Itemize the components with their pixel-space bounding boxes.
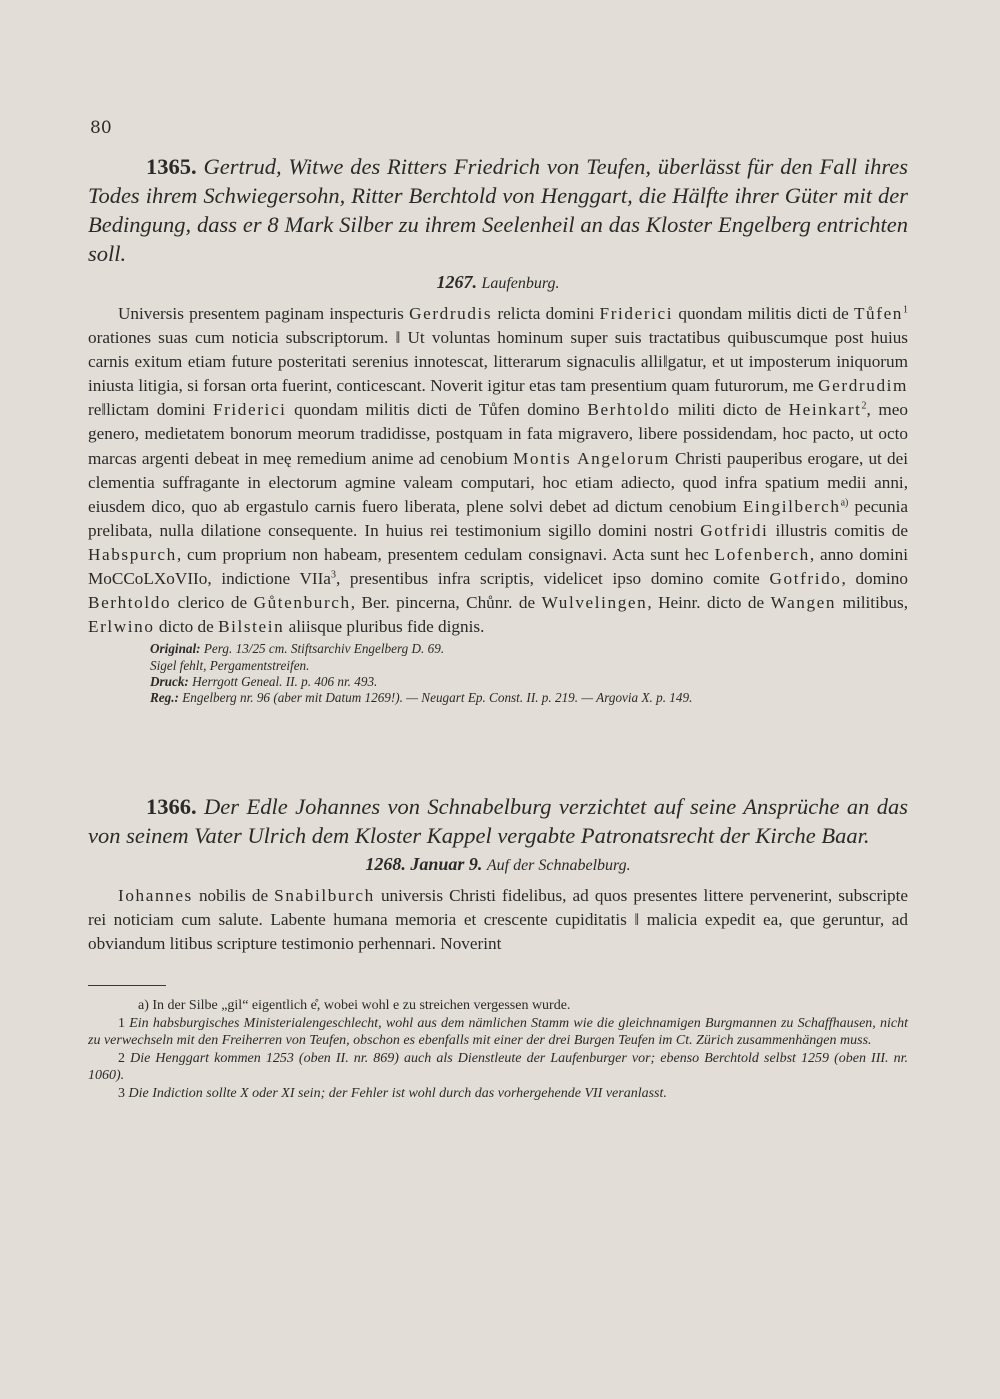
note-label: Original: [150,641,201,657]
footnote-text: Die Indiction sollte X oder XI sein; der Fehler ist wohl durch das vorhergehende VII veranlasst. [125,1086,667,1102]
footnote-text: Ein habsburgisches Ministerialengeschlecht, wohl aus dem nämlichen Stamm wie die gleichnamigen Burgmannen zu Schaffhausen, nicht zu verwechseln mit den Freiherren von Teufen, obschon es ebenfalls mit einer der drei Burgen Teufen im Ct. Zürich zusammenhängen muss. [88,1016,908,1048]
footnote-divider [88,985,166,986]
note-text: Perg. 13/25 cm. Stiftsarchiv Engelberg D. 69. [200,641,445,657]
place-name: Tůfen [853,304,903,323]
text-run: , Ber. pincerna, Chůnr. de [350,593,542,613]
person-name: Iohannes [118,886,193,905]
person-name: Friderici [599,304,674,323]
text-run: dicto de [154,617,219,637]
text-run: re‖lictam domini [88,400,213,420]
person-name: Gerdrudim [818,376,908,396]
footnote-text: Die Henggart kommen 1253 (oben II. nr. 869) auch als Dienstleute der Laufenburger vor; ebenso Berchtold selbst 1259 (oben III. nr. 1060). [88,1051,908,1083]
footnote-2 [88,1051,908,1084]
place-name: Gůtenburch [253,593,351,613]
text-run: , Heinr. dicto de [647,593,771,613]
doc-1366-heading [88,792,908,850]
person-name: Friderici [212,400,287,420]
place-name: Lofenberch [714,544,810,564]
doc-1366-title: Der Edle Johannes von Schnabelburg verzichtet auf seine Ansprüche an das von seinem Vater Ulrich dem Kloster Kappel vergabte Patronatsrecht der Kirche Baar. [88,794,909,848]
note-original [150,641,908,657]
footnotes [88,998,908,1102]
person-name: Gotfrido [769,569,842,589]
text-run: quondam militis dicti de [673,304,854,323]
doc-1365-number: 1365. [146,154,197,179]
text-run: universis Christi fidelibus, ad quos presentes littere pervenerint, subscripte rei noticiam cum salute. Labente humana memoria et crescente cupiditatis ‖ malicia expedit ea, que geruntur, ad obviandum litibus scripture testimonio perhennari. Noverint [88,886,908,954]
document-1365 [88,152,908,706]
text-run: , anno domini MoCCoLXoVIIo, indictione VIIa [88,544,908,589]
footnote-3 [88,1086,908,1102]
footnote-text: In der Silbe „gil“ eigentlich e̊, wobei wohl e zu streichen vergessen wurde. [148,998,571,1013]
text-run: quondam militis dicti de Tůfen domino [286,400,588,420]
doc-1365-dateline [88,272,908,296]
text-run: orationes suas cum noticia subscriptorum. ‖ Ut voluntas hominum super suis tractatibus quibuscumque post huius carnis exitum etiam future posteritati serenius innotescat, litterarum signaculis alli‖gatur, et ut imposterum iniquorum iniusta litigia, si forsan orta fuerint, conticescant. Noverit igitur etas tam presentium quam futurorum, me [88,328,908,396]
doc-1365-text [88,302,908,639]
doc-1366-text [88,884,908,956]
footnote-mark: a) [138,998,149,1013]
doc-1365-place: Laufenburg. [481,275,560,292]
text-run: , cum proprium non habeam, presentem cedulam consignavi. Acta sunt hec [176,544,715,564]
text-run: relicta domini [492,304,600,323]
footnote-ref: 2 [861,400,867,412]
place-name: Bilstein [218,617,285,637]
doc-1366-number: 1366. [146,794,197,819]
document-1366 [88,792,908,956]
footnote-mark: 2 [118,1051,125,1067]
text-run: Universis presentem paginam inspecturis [118,304,410,323]
text-run: nobilis de [192,886,275,905]
note-druck [150,674,908,690]
doc-1366-place: Auf der Schnabelburg. [486,857,631,874]
doc-1365-source-notes [150,641,908,706]
footnote-a [88,998,908,1014]
doc-1365-title: Gertrud, Witwe des Ritters Friedrich von Teufen, überlässt für den Fall ihres Todes ihrem Schwiegersohn, Ritter Berchtold von Henggart, die Hälfte ihrer Güter mit der Bedingung, dass er 8 Mark Silber zu ihrem Seelenheil an das Kloster Engelberg entrichten soll. [88,154,909,266]
note-text: Herrgott Geneal. II. p. 406 nr. 493. [188,673,378,689]
footnote-ref: 1 [903,304,908,316]
place-name: Wulvelingen [541,593,648,613]
place-name: Eingilberch [742,496,841,516]
note-reg [150,690,908,706]
place-name: Habspurch [88,544,177,564]
text-run: , domino [841,569,908,589]
text-run: illustris comitis de [768,520,908,540]
footnote-ref: a) [840,497,849,509]
footnote-mark: 1 [118,1016,125,1032]
text-run: , meo genero, medietatem bonorum meorum tradidisse, postquam in fata migravero, libere possidendam, hoc pacto, ut octo marcas argenti debeat in meę remedium anime ad cenobium [88,400,908,468]
page-number: 80 [90,118,112,138]
footnote-ref: 3 [330,569,336,581]
place-name: Wangen [770,593,837,613]
footnote-1 [88,1016,908,1049]
doc-1366-date: 1268. Januar 9. [365,854,483,874]
note-label: Reg.: [150,689,179,705]
text-run: militibus, [836,593,909,613]
text-run: aliisque pluribus fide dignis. [284,617,485,637]
person-name: Berhtoldo [587,400,671,420]
place-name: Heinkart [788,400,862,420]
person-name: Gerdrudis [409,304,493,323]
note-sigel: Sigel fehlt, Pergamentstreifen. [150,657,310,673]
doc-1365-heading [88,152,908,268]
note-text: Engelberg nr. 96 (aber mit Datum 1269!). — Neugart Ep. Const. II. p. 219. — Argovia X. p. 149. [178,689,693,705]
text-run: militi dicto de [670,400,789,420]
person-name: Gotfridi [700,520,769,540]
place-name: Montis Angelorum [513,448,670,468]
footnote-mark: 3 [118,1086,125,1102]
text-run: clerico de [171,593,254,613]
text-run: Christi pauperibus erogare, ut dei clementia suffragante in electorum agmine valeam computari, hoc etiam adiecto, quod infra spatium medii anni, eiusdem dico, quo ab ergastulo carnis fuero liberata, plene solvi debet ad dictum cenobium [88,448,908,516]
person-name: Berhtoldo [88,593,172,613]
place-name: Snabilburch [274,886,375,905]
text-run: , presentibus infra scriptis, videlicet ipso domino comite [335,569,770,589]
text-run: pecunia prelibata, nulla dilatione consequente. In huius rei testimonium sigillo domini nostri [88,496,908,540]
doc-1366-dateline [88,854,908,878]
doc-1365-date: 1267. [436,272,477,292]
person-name: Erlwino [88,617,155,637]
note-label: Druck: [150,673,189,689]
